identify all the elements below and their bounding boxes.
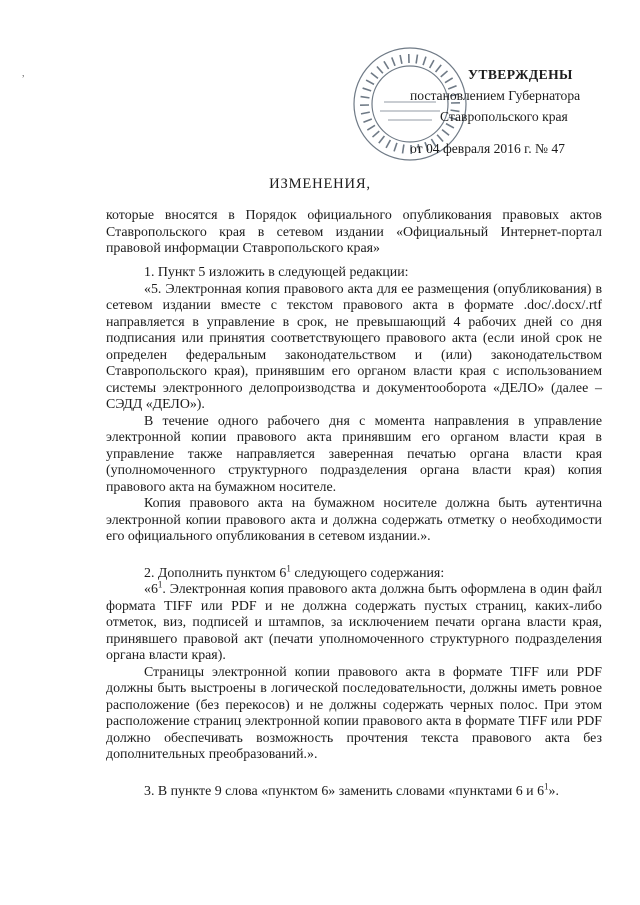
paragraph: Страницы электронной копии правового акта в формате TIFF или PDF должны быть выстроены в логической последовательности, должны иметь ровное расположение (без перекосов) и не должны содержать черных полос. При этом расположение страниц электронной копии правового акта в формате TIFF или PDF должно обеспечивать возможность прочтения текста правового акта без дополнительных преобразований.». [106,664,602,762]
document-body [106,265,602,800]
seal-letter-mark [379,136,385,143]
seal-letter-mark [371,73,378,79]
paragraph-item-3 [106,780,602,801]
paragraph-text: 2. Дополнить пунктом 6 [144,565,287,581]
seal-letter-mark [361,112,370,114]
approval-line-2: Ставропольского края [440,109,568,124]
seal-letter-mark [361,97,370,98]
seal-letter-mark [386,140,390,148]
document-subtitle: которые вносятся в Порядок официального опубликования правовых актов Ставропольского края в сетевом издании «Официальный Интернет-портал правовой информации Ставропольского края» [106,208,602,256]
superscript: 1 [157,579,163,590]
seal-letter-mark [384,61,389,69]
document-heading: ИЗМЕНЕНИЯ, [269,176,371,192]
seal-letter-mark [377,66,383,73]
paragraph-text: 3. В пункте 9 слова «пунктом 6» заменить словами «пунктами 6 и 6 [144,783,545,799]
seal-letter-mark [400,55,402,64]
paragraph: Копия правового акта на бумажном носителе должна быть аутентична электронной копии правового акта и должна содержать отметку о необходимости его официального опубликования в сетевом издании.». [106,496,602,544]
paragraph-text: «6 [144,582,158,597]
seal-letter-mark [392,57,395,65]
seal-letter-mark [366,80,374,84]
seal-letter-mark [416,55,417,64]
margin-mark: , [22,68,25,79]
paragraph-text: следующего содержания: [290,565,445,581]
approval-date: от 04 февраля 2016 г. № 47 [410,141,565,156]
seal-letter-mark [363,119,371,122]
seal-letter-mark [372,131,379,137]
approval-block [400,64,636,159]
paragraph: «5. Электронная копия правового акта для ее размещения (опубликования) в сетевом издании вместе с текстом правового акта в формате .doc/.docx/.rtf направляется в управление в срок, не превышающий 4 рабочих дней со дня подписания или принятия соответствующего правового акта (если иной срок не определен федеральным законодательством и (или) законодательством Ставропольского края), принявшим его органом власти края с использованием системы электронного делопроизводства и документооборота «ДЕЛО» (далее – СЭДД «ДЕЛО»). [106,281,602,412]
approval-line-1: постановлением Губернатора [410,88,581,103]
paragraph-text: ». [548,783,559,799]
seal-letter-mark [367,125,375,130]
superscript: 1 [286,562,291,573]
seal-letter-mark [363,88,372,91]
paragraph-item-1: 1. Пункт 5 изложить в следующей редакции: [144,265,409,280]
approval-title: УТВЕРЖДЕНЫ [468,67,573,82]
paragraph: В течение одного рабочего дня с момента направления в управление электронной копии правового акта принявшим его органом власти края в управление также направляется заверенная печатью органа власти края (уполномоченного структурного подразделения органа власти края) копия правового акта на бумажном носителе. [106,413,602,495]
superscript: 1 [544,780,549,791]
paragraph [106,579,602,665]
seal-letter-mark [394,143,397,152]
paragraph-item-2 [106,562,602,583]
paragraph-text: . Электронная копия правового акта должна быть оформлена в один файл формата TIFF или PDF и не должна содержать пустых страниц, каких-либо отметок, виз, подписей и штампов, за исключением печати органа власти края, принявшего правовой акт (печати уполномоченного структурного подразделения органа власти края). [106,582,602,663]
